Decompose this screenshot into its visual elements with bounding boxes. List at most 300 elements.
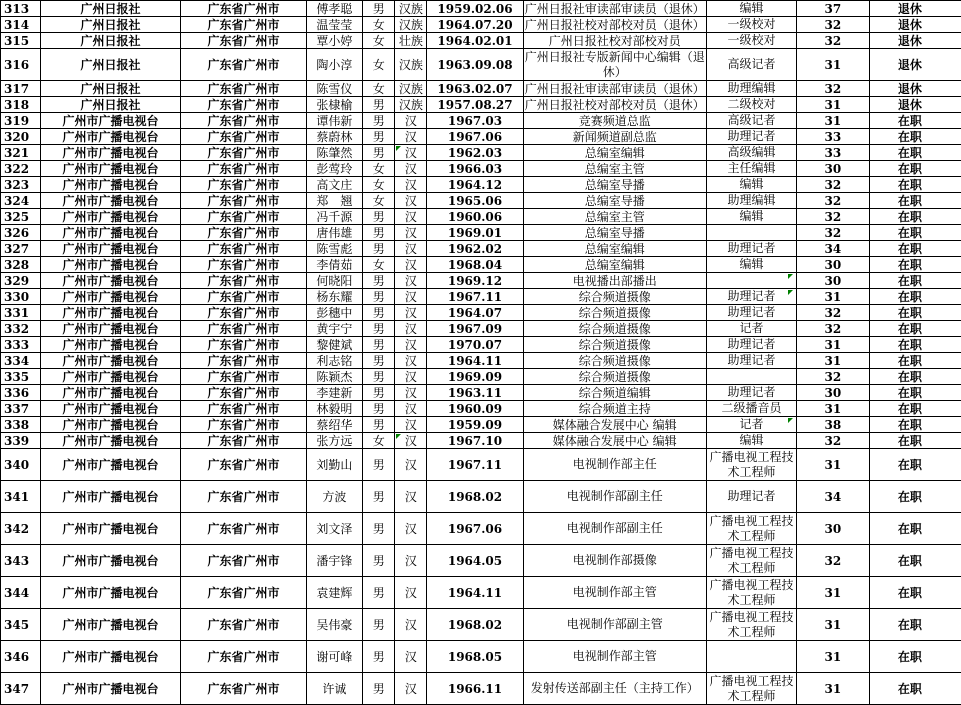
table-row: [1, 193, 961, 209]
place-cell: 广东省广州市: [181, 17, 306, 33]
unit-cell: 广州市广播电视台: [40, 321, 181, 337]
position-cell: 电视制作部主任: [523, 449, 706, 481]
title-cell: 助理记者: [706, 385, 797, 401]
sex-cell: 男: [363, 241, 395, 257]
position-cell: 总编室导播: [523, 193, 706, 209]
title-cell: 记者: [706, 417, 797, 433]
years-cell: 32: [797, 177, 869, 193]
ethnic-cell: 汉: [395, 225, 427, 241]
birth-date-cell: 1968.05: [427, 641, 523, 673]
ethnic-cell: 汉: [395, 513, 427, 545]
name-cell: 黄宇宁: [306, 321, 362, 337]
position-cell: 电视播出部播出: [523, 273, 706, 289]
status-cell: 在职: [869, 337, 950, 353]
title-cell: 高级编辑: [706, 145, 797, 161]
title-cell: 广播电视工程技术工程师: [706, 513, 797, 545]
unit-cell: 广州市广播电视台: [40, 481, 181, 513]
empty-cell: [950, 289, 961, 305]
row-number: 327: [1, 241, 41, 257]
years-cell: 30: [797, 513, 869, 545]
empty-cell: [950, 49, 961, 81]
sex-cell: 男: [363, 369, 395, 385]
table-row: [1, 97, 961, 113]
sex-cell: 女: [363, 33, 395, 49]
table-row: [1, 545, 961, 577]
title-cell: 高级记者: [706, 49, 797, 81]
ethnic-cell: 汉: [395, 257, 427, 273]
place-cell: 广东省广州市: [181, 673, 306, 705]
status-cell: 在职: [869, 673, 950, 705]
place-cell: 广东省广州市: [181, 225, 306, 241]
name-cell: 谢可峰: [306, 641, 362, 673]
place-cell: 广东省广州市: [181, 209, 306, 225]
row-number: 342: [1, 513, 41, 545]
place-cell: 广东省广州市: [181, 129, 306, 145]
row-number: 338: [1, 417, 41, 433]
name-cell: 陶小淳: [306, 49, 362, 81]
row-number: 345: [1, 609, 41, 641]
unit-cell: 广州市广播电视台: [40, 433, 181, 449]
empty-cell: [950, 385, 961, 401]
row-number: 328: [1, 257, 41, 273]
sex-cell: 女: [363, 257, 395, 273]
empty-cell: [950, 81, 961, 97]
years-cell: 31: [797, 673, 869, 705]
years-cell: 30: [797, 385, 869, 401]
status-cell: 在职: [869, 193, 950, 209]
position-cell: 综合频道摄像: [523, 305, 706, 321]
title-cell: [706, 369, 797, 385]
place-cell: 广东省广州市: [181, 177, 306, 193]
position-cell: 电视制作部主管: [523, 641, 706, 673]
row-number: 325: [1, 209, 41, 225]
unit-cell: 广州市广播电视台: [40, 177, 181, 193]
ethnic-cell: 汉: [395, 129, 427, 145]
status-cell: 在职: [869, 273, 950, 289]
ethnic-cell: 汉: [395, 545, 427, 577]
title-cell: 助理编辑: [706, 193, 797, 209]
empty-cell: [950, 417, 961, 433]
name-cell: 方波: [306, 481, 362, 513]
birth-date-cell: 1959.09: [427, 417, 523, 433]
unit-cell: 广州市广播电视台: [40, 241, 181, 257]
birth-date-cell: 1957.08.27: [427, 97, 523, 113]
status-cell: 在职: [869, 113, 950, 129]
status-cell: 在职: [869, 145, 950, 161]
unit-cell: 广州市广播电视台: [40, 225, 181, 241]
place-cell: 广东省广州市: [181, 545, 306, 577]
ethnic-cell: 汉: [395, 417, 427, 433]
empty-cell: [950, 129, 961, 145]
row-number: 317: [1, 81, 41, 97]
status-cell: 在职: [869, 161, 950, 177]
row-number: 344: [1, 577, 41, 609]
ethnic-cell: 汉: [395, 449, 427, 481]
position-cell: 广州日报社审读部审读员（退休）: [523, 81, 706, 97]
table-row: [1, 609, 961, 641]
birth-date-cell: 1962.02: [427, 241, 523, 257]
ethnic-cell: 汉族: [395, 49, 427, 81]
years-cell: 31: [797, 49, 869, 81]
cell-comment-marker: [788, 290, 793, 295]
status-cell: 在职: [869, 321, 950, 337]
empty-cell: [950, 369, 961, 385]
name-cell: 何晓阳: [306, 273, 362, 289]
row-number: 318: [1, 97, 41, 113]
sex-cell: 男: [363, 321, 395, 337]
title-cell: 广播电视工程技术工程师: [706, 609, 797, 641]
row-number: 322: [1, 161, 41, 177]
name-cell: 陈雪仪: [306, 81, 362, 97]
row-number: 331: [1, 305, 41, 321]
years-cell: 32: [797, 369, 869, 385]
birth-date-cell: 1965.06: [427, 193, 523, 209]
ethnic-cell: 壮族: [395, 33, 427, 49]
sex-cell: 男: [363, 449, 395, 481]
sex-cell: 男: [363, 481, 395, 513]
ethnic-cell: 汉: [395, 385, 427, 401]
position-cell: 广州日报社校对部校对员（退休）: [523, 17, 706, 33]
sex-cell: 男: [363, 417, 395, 433]
title-cell: 编辑: [706, 177, 797, 193]
title-cell: [706, 641, 797, 673]
sex-cell: 男: [363, 577, 395, 609]
table-row: [1, 673, 961, 705]
title-cell: [706, 273, 797, 289]
table-row: [1, 641, 961, 673]
empty-cell: [950, 273, 961, 289]
position-cell: 总编室编辑: [523, 241, 706, 257]
birth-date-cell: 1964.12: [427, 177, 523, 193]
row-number: 340: [1, 449, 41, 481]
birth-date-cell: 1966.11: [427, 673, 523, 705]
ethnic-cell: 汉: [395, 241, 427, 257]
place-cell: 广东省广州市: [181, 81, 306, 97]
table-row: [1, 17, 961, 33]
row-number: 333: [1, 337, 41, 353]
empty-cell: [950, 177, 961, 193]
position-cell: 广州日报社校对部校对员（退休）: [523, 97, 706, 113]
sex-cell: 男: [363, 673, 395, 705]
status-cell: 在职: [869, 417, 950, 433]
status-cell: 在职: [869, 481, 950, 513]
empty-cell: [950, 97, 961, 113]
table-row: [1, 145, 961, 161]
name-cell: 冯千源: [306, 209, 362, 225]
place-cell: 广东省广州市: [181, 433, 306, 449]
birth-date-cell: 1963.09.08: [427, 49, 523, 81]
sex-cell: 男: [363, 353, 395, 369]
status-cell: 在职: [869, 385, 950, 401]
sex-cell: 男: [363, 609, 395, 641]
years-cell: 31: [797, 353, 869, 369]
row-number: 330: [1, 289, 41, 305]
table-row: [1, 449, 961, 481]
table-row: [1, 33, 961, 49]
empty-cell: [950, 145, 961, 161]
status-cell: 在职: [869, 577, 950, 609]
sex-cell: 女: [363, 433, 395, 449]
unit-cell: 广州市广播电视台: [40, 161, 181, 177]
birth-date-cell: 1964.07.20: [427, 17, 523, 33]
empty-cell: [950, 353, 961, 369]
years-cell: 31: [797, 641, 869, 673]
years-cell: 31: [797, 97, 869, 113]
status-cell: 在职: [869, 225, 950, 241]
position-cell: 媒体融合发展中心 编辑: [523, 417, 706, 433]
table-row: [1, 337, 961, 353]
position-cell: 电视制作部副主任: [523, 513, 706, 545]
birth-date-cell: 1960.09: [427, 401, 523, 417]
position-cell: 综合频道主持: [523, 401, 706, 417]
sex-cell: 男: [363, 289, 395, 305]
birth-date-cell: 1964.02.01: [427, 33, 523, 49]
unit-cell: 广州市广播电视台: [40, 289, 181, 305]
status-cell: 在职: [869, 305, 950, 321]
table-row: [1, 433, 961, 449]
position-cell: 广州日报社校对部校对员: [523, 33, 706, 49]
years-cell: 31: [797, 113, 869, 129]
birth-date-cell: 1967.06: [427, 513, 523, 545]
title-cell: 广播电视工程技术工程师: [706, 673, 797, 705]
position-cell: 电视制作部主管: [523, 577, 706, 609]
ethnic-cell: 汉: [395, 145, 427, 161]
birth-date-cell: 1967.11: [427, 449, 523, 481]
place-cell: 广东省广州市: [181, 161, 306, 177]
sex-cell: 男: [363, 337, 395, 353]
place-cell: 广东省广州市: [181, 481, 306, 513]
ethnic-cell: 汉: [395, 289, 427, 305]
ethnic-cell: 汉: [395, 433, 427, 449]
status-cell: 退休: [869, 33, 950, 49]
title-cell: 高级记者: [706, 113, 797, 129]
ethnic-cell: 汉族: [395, 81, 427, 97]
position-cell: 总编室导播: [523, 225, 706, 241]
row-number: 321: [1, 145, 41, 161]
empty-cell: [950, 337, 961, 353]
birth-date-cell: 1967.10: [427, 433, 523, 449]
ethnic-cell: 汉: [395, 401, 427, 417]
ethnic-cell: 汉族: [395, 1, 427, 17]
table-row: [1, 273, 961, 289]
status-cell: 在职: [869, 513, 950, 545]
row-number: 337: [1, 401, 41, 417]
unit-cell: 广州市广播电视台: [40, 305, 181, 321]
table-row: [1, 1, 961, 17]
position-cell: 综合频道摄像: [523, 337, 706, 353]
sex-cell: 男: [363, 401, 395, 417]
empty-cell: [950, 209, 961, 225]
position-cell: 广州日报社专版新闻中心编辑（退休）: [523, 49, 706, 81]
unit-cell: 广州市广播电视台: [40, 401, 181, 417]
table-row: [1, 49, 961, 81]
status-cell: 退休: [869, 1, 950, 17]
status-cell: 在职: [869, 289, 950, 305]
title-cell: 一级校对: [706, 17, 797, 33]
sex-cell: 女: [363, 81, 395, 97]
sex-cell: 男: [363, 113, 395, 129]
name-cell: 刘勤山: [306, 449, 362, 481]
birth-date-cell: 1964.11: [427, 577, 523, 609]
empty-cell: [950, 545, 961, 577]
title-cell: 助理记者: [706, 353, 797, 369]
ethnic-cell: 汉: [395, 161, 427, 177]
years-cell: 34: [797, 481, 869, 513]
name-cell: 李建新: [306, 385, 362, 401]
position-cell: 总编室编辑: [523, 145, 706, 161]
title-cell: 助理记者: [706, 305, 797, 321]
row-number: 347: [1, 673, 41, 705]
title-cell: 编辑: [706, 1, 797, 17]
sex-cell: 男: [363, 273, 395, 289]
unit-cell: 广州市广播电视台: [40, 673, 181, 705]
place-cell: 广东省广州市: [181, 369, 306, 385]
unit-cell: 广州日报社: [40, 17, 181, 33]
status-cell: 退休: [869, 81, 950, 97]
row-number: 329: [1, 273, 41, 289]
place-cell: 广东省广州市: [181, 97, 306, 113]
name-cell: 彭莺玲: [306, 161, 362, 177]
years-cell: 32: [797, 225, 869, 241]
place-cell: 广东省广州市: [181, 353, 306, 369]
empty-cell: [950, 33, 961, 49]
years-cell: 32: [797, 81, 869, 97]
place-cell: 广东省广州市: [181, 641, 306, 673]
empty-cell: [950, 193, 961, 209]
empty-cell: [950, 401, 961, 417]
unit-cell: 广州市广播电视台: [40, 449, 181, 481]
name-cell: 张棣榆: [306, 97, 362, 113]
birth-date-cell: 1964.07: [427, 305, 523, 321]
unit-cell: 广州市广播电视台: [40, 113, 181, 129]
birth-date-cell: 1967.09: [427, 321, 523, 337]
title-cell: 助理记者: [706, 129, 797, 145]
unit-cell: 广州市广播电视台: [40, 545, 181, 577]
place-cell: 广东省广州市: [181, 609, 306, 641]
sex-cell: 女: [363, 161, 395, 177]
birth-date-cell: 1964.05: [427, 545, 523, 577]
ethnic-cell: 汉: [395, 673, 427, 705]
row-number: 323: [1, 177, 41, 193]
row-number: 319: [1, 113, 41, 129]
ethnic-cell: 汉: [395, 193, 427, 209]
sex-cell: 男: [363, 145, 395, 161]
empty-cell: [950, 433, 961, 449]
unit-cell: 广州市广播电视台: [40, 337, 181, 353]
place-cell: 广东省广州市: [181, 417, 306, 433]
ethnic-cell: 汉族: [395, 17, 427, 33]
name-cell: 张方远: [306, 433, 362, 449]
table-row: [1, 385, 961, 401]
name-cell: 陈雪彪: [306, 241, 362, 257]
birth-date-cell: 1963.02.07: [427, 81, 523, 97]
years-cell: 33: [797, 145, 869, 161]
status-cell: 在职: [869, 609, 950, 641]
name-cell: 郑 翘: [306, 193, 362, 209]
unit-cell: 广州日报社: [40, 49, 181, 81]
place-cell: 广东省广州市: [181, 337, 306, 353]
empty-cell: [950, 449, 961, 481]
title-cell: 助理记者: [706, 337, 797, 353]
birth-date-cell: 1962.03: [427, 145, 523, 161]
position-cell: 总编室导播: [523, 177, 706, 193]
birth-date-cell: 1968.04: [427, 257, 523, 273]
unit-cell: 广州市广播电视台: [40, 385, 181, 401]
birth-date-cell: 1967.11: [427, 289, 523, 305]
unit-cell: 广州市广播电视台: [40, 209, 181, 225]
name-cell: 唐伟雄: [306, 225, 362, 241]
table-row: [1, 481, 961, 513]
years-cell: 32: [797, 305, 869, 321]
name-cell: 许诚: [306, 673, 362, 705]
unit-cell: 广州市广播电视台: [40, 129, 181, 145]
position-cell: 综合频道摄像: [523, 369, 706, 385]
table-row: [1, 257, 961, 273]
table-row: [1, 369, 961, 385]
row-number: 315: [1, 33, 41, 49]
place-cell: 广东省广州市: [181, 401, 306, 417]
row-number: 320: [1, 129, 41, 145]
place-cell: 广东省广州市: [181, 257, 306, 273]
place-cell: 广东省广州市: [181, 49, 306, 81]
sex-cell: 男: [363, 209, 395, 225]
place-cell: 广东省广州市: [181, 1, 306, 17]
name-cell: 蔡蔚林: [306, 129, 362, 145]
empty-cell: [950, 257, 961, 273]
table-row: [1, 353, 961, 369]
ethnic-cell: 汉: [395, 353, 427, 369]
table-row: [1, 305, 961, 321]
position-cell: 总编室主管: [523, 209, 706, 225]
position-cell: 总编室编辑: [523, 257, 706, 273]
status-cell: 在职: [869, 241, 950, 257]
sex-cell: 男: [363, 305, 395, 321]
name-cell: 袁建辉: [306, 577, 362, 609]
row-number: 341: [1, 481, 41, 513]
birth-date-cell: 1969.09: [427, 369, 523, 385]
years-cell: 30: [797, 161, 869, 177]
name-cell: 杨东耀: [306, 289, 362, 305]
empty-cell: [950, 113, 961, 129]
birth-date-cell: 1967.03: [427, 113, 523, 129]
empty-cell: [950, 225, 961, 241]
status-cell: 在职: [869, 433, 950, 449]
empty-cell: [950, 577, 961, 609]
name-cell: 利志铭: [306, 353, 362, 369]
status-cell: 在职: [869, 401, 950, 417]
unit-cell: 广州市广播电视台: [40, 273, 181, 289]
title-cell: 编辑: [706, 257, 797, 273]
place-cell: 广东省广州市: [181, 33, 306, 49]
status-cell: 在职: [869, 353, 950, 369]
empty-cell: [950, 161, 961, 177]
name-cell: 蔡绍华: [306, 417, 362, 433]
unit-cell: 广州市广播电视台: [40, 257, 181, 273]
unit-cell: 广州日报社: [40, 33, 181, 49]
sex-cell: 男: [363, 641, 395, 673]
empty-cell: [950, 641, 961, 673]
title-cell: 广播电视工程技术工程师: [706, 545, 797, 577]
sex-cell: 男: [363, 545, 395, 577]
position-cell: 电视制作部副主任: [523, 481, 706, 513]
years-cell: 32: [797, 321, 869, 337]
status-cell: 在职: [869, 129, 950, 145]
table-row: [1, 241, 961, 257]
title-cell: 编辑: [706, 433, 797, 449]
place-cell: 广东省广州市: [181, 577, 306, 609]
table-body: [1, 1, 961, 705]
years-cell: 31: [797, 577, 869, 609]
